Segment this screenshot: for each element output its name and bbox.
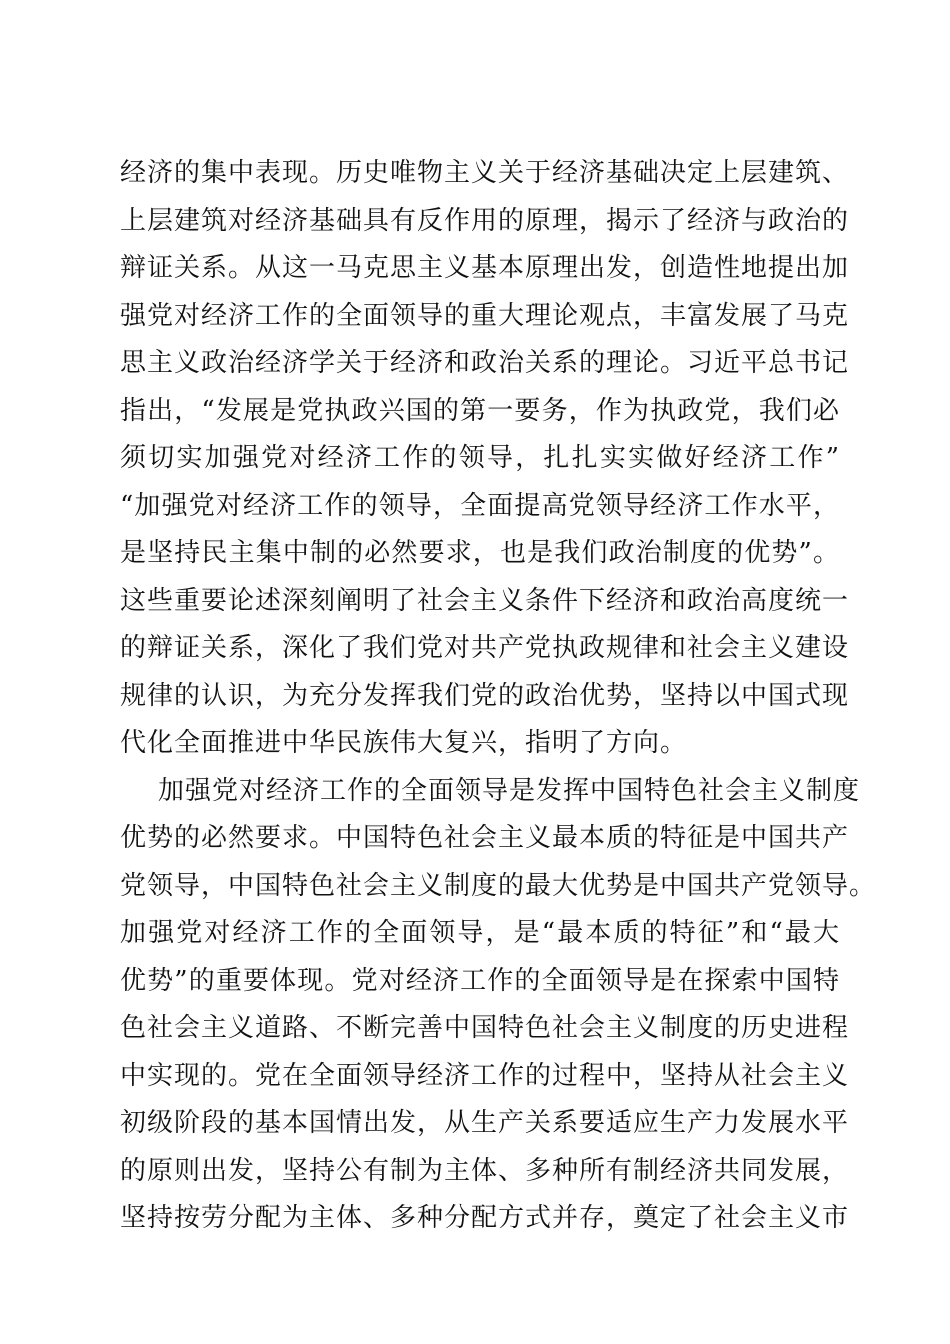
text-line: 规律的认识，为充分发挥我们党的政治优势，坚持以中国式现 bbox=[120, 680, 850, 711]
text-line: 思主义政治经济学关于经济和政治关系的理论。习近平总书记 bbox=[120, 348, 850, 378]
text-line: 代化全面推进中华民族伟大复兴，指明了方向。 bbox=[120, 728, 688, 758]
text-line: 中实现的。党在全面领导经济工作的过程中，坚持从社会主义 bbox=[120, 1060, 850, 1091]
paragraph-start-line: 加强党对经济工作的全面领导是发挥中国特色社会主义制度 bbox=[158, 775, 861, 806]
body-text bbox=[120, 150, 877, 1243]
text-line: 优势”的重要体现。党对经济工作的全面领导是在探索中国特 bbox=[120, 965, 840, 996]
text-line: 加强党对经济工作的全面领导，是“最本质的特征”和“最大 bbox=[120, 918, 840, 948]
text-line: 辩证关系。从这一马克思主义基本原理出发，创造性地提出加 bbox=[120, 253, 850, 283]
text-line: 是坚持民主集中制的必然要求，也是我们政治制度的优势”。 bbox=[120, 538, 840, 568]
text-line: 须切实加强党对经济工作的领导，扎扎实实做好经济工作” bbox=[120, 443, 840, 473]
text-line: 优势的必然要求。中国特色社会主义最本质的特征是中国共产 bbox=[120, 823, 850, 853]
text-line: 党领导，中国特色社会主义制度的最大优势是中国共产党领导。 bbox=[120, 870, 877, 901]
text-line: 坚持按劳分配为主体、多种分配方式并存，奠定了社会主义市 bbox=[120, 1203, 850, 1233]
text-line: 的原则出发，坚持公有制为主体、多种所有制经济共同发展， bbox=[120, 1155, 850, 1186]
text-line: 初级阶段的基本国情出发，从生产关系要适应生产力发展水平 bbox=[120, 1108, 850, 1138]
text-line: 强党对经济工作的全面领导的重大理论观点，丰富发展了马克 bbox=[120, 300, 850, 331]
text-line: 经济的集中表现。历史唯物主义关于经济基础决定上层建筑、 bbox=[120, 158, 850, 188]
text-line: 上层建筑对经济基础具有反作用的原理，揭示了经济与政治的 bbox=[120, 205, 850, 236]
text-line: 指出，“发展是党执政兴国的第一要务，作为执政党，我们必 bbox=[120, 395, 840, 426]
text-line: 的辩证关系，深化了我们党对共产党执政规律和社会主义建设 bbox=[120, 633, 850, 663]
text-line: 这些重要论述深刻阐明了社会主义条件下经济和政治高度统一 bbox=[120, 585, 850, 616]
text-line: 色社会主义道路、不断完善中国特色社会主义制度的历史进程 bbox=[120, 1013, 850, 1043]
text-line: “加强党对经济工作的领导，全面提高党领导经济工作水平， bbox=[120, 490, 840, 521]
